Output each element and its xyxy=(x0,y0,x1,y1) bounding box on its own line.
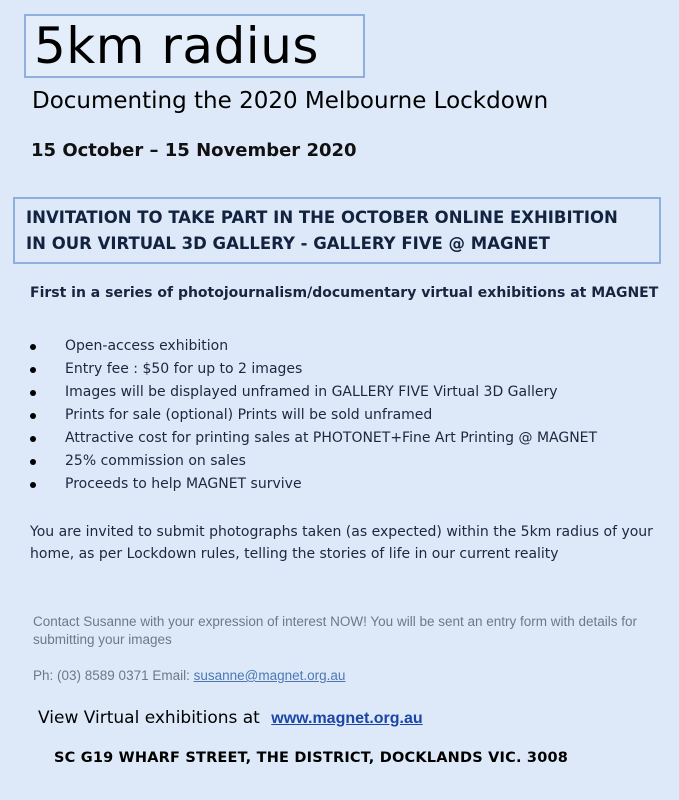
bullet-icon xyxy=(30,413,36,419)
invitation-line-2: IN OUR VIRTUAL 3D GALLERY - GALLERY FIVE @ MAGNET xyxy=(26,234,550,253)
page-subtitle: Documenting the 2020 Melbourne Lockdown xyxy=(32,88,549,114)
bullet-icon xyxy=(30,436,36,442)
phone-label: Ph: (03) 8589 0371 Email: xyxy=(33,668,194,683)
exhibition-dates: 15 October – 15 November 2020 xyxy=(31,140,357,161)
invitation-box xyxy=(13,197,661,264)
bullet-icon xyxy=(30,459,36,465)
website-label: View Virtual exhibitions at xyxy=(38,708,260,728)
bullet-icon xyxy=(30,367,36,373)
bullet-icon xyxy=(30,344,36,350)
bullet-icon xyxy=(30,482,36,488)
invitation-paragraph: You are invited to submit photographs taken (as expected) within the 5km radius of your home, as per Lockdown rules, telling the stories of life in our current reality xyxy=(30,524,653,562)
page-title: 5km radius xyxy=(34,17,319,75)
website-line xyxy=(38,708,423,728)
invitation-line-1: INVITATION TO TAKE PART IN THE OCTOBER ONLINE EXHIBITION xyxy=(26,208,618,227)
series-statement: First in a series of photojournalism/documentary virtual exhibitions at MAGNET xyxy=(30,285,659,301)
title-box xyxy=(24,14,365,78)
contact-details xyxy=(33,668,345,683)
address: SC G19 WHARF STREET, THE DISTRICT, DOCKLANDS VIC. 3008 xyxy=(54,750,569,766)
email-link[interactable]: susanne@magnet.org.au xyxy=(193,668,346,683)
website-link[interactable]: www.magnet.org.au xyxy=(271,710,423,727)
bullet-icon xyxy=(30,390,36,396)
contact-paragraph: Contact Susanne with your expression of interest NOW! You will be sent an entry form with details for submitting your images xyxy=(33,614,638,647)
